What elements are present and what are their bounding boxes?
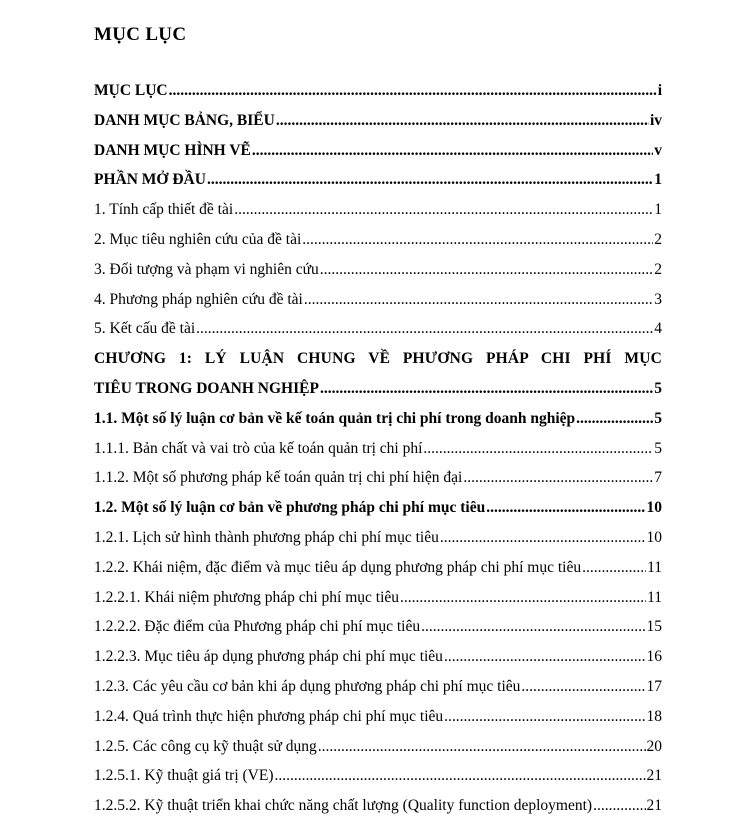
toc-leader-dots [400, 583, 646, 613]
toc-entry-page: 1 [654, 201, 662, 219]
toc-entry[interactable] [94, 314, 662, 344]
toc-leader-dots [302, 225, 653, 255]
toc-entry-title: 1.2.3. Các yêu cầu cơ bản khi áp dụng phương pháp chi phí mục tiêu [94, 677, 521, 695]
toc-entry[interactable] [94, 404, 662, 434]
toc-leader-dots [196, 314, 653, 344]
toc-entry-page: v [654, 141, 662, 159]
toc-entry-title: 1.2. Một số lý luận cơ bản về phương pháp chi phí mục tiêu [94, 499, 486, 517]
toc-entry-page: 15 [646, 618, 662, 636]
toc-leader-dots [444, 642, 646, 672]
toc-leader-dots [582, 553, 646, 583]
toc-entry-page: 5 [654, 379, 662, 397]
toc-leader-dots [521, 672, 645, 702]
toc-entry[interactable] [94, 434, 662, 464]
toc-chapter-line-1: CHƯƠNG 1: LÝ LUẬN CHUNG VỀ PHƯƠNG PHÁP CHI PHÍ MỤC [94, 350, 662, 368]
toc-entry-page: i [657, 82, 662, 99]
toc-entry-page: 11 [647, 558, 662, 576]
toc-entry-page: 2 [654, 260, 662, 278]
toc-entry-page: iv [649, 111, 662, 129]
toc-entry-title: 1.2.2.2. Đặc điểm của Phương pháp chi phí mục tiêu [94, 618, 421, 636]
toc-entry-title: TIÊU TRONG DOANH NGHIỆP [94, 379, 319, 397]
toc-entry-title: 1.2.4. Quá trình thực hiện phương pháp chi phí mục tiêu [94, 707, 444, 725]
toc-leader-dots [169, 76, 657, 106]
toc-entry-title: DANH MỤC BẢNG, BIỂU [94, 111, 275, 129]
toc-entry-title: DANH MỤC HÌNH VẼ [94, 141, 251, 159]
toc-entry-page: 16 [646, 648, 662, 666]
toc-entry-title: 5. Kết cấu đề tài [94, 320, 196, 338]
toc-entry-page: 1 [654, 171, 662, 189]
toc-leader-dots [207, 165, 653, 195]
toc-entry[interactable] [94, 136, 662, 166]
toc-entry-page: 3 [654, 290, 662, 308]
toc-leader-dots [421, 612, 645, 642]
toc-leader-dots [593, 791, 645, 821]
toc-entry-title: 1.2.1. Lịch sử hình thành phương pháp chi phí mục tiêu [94, 528, 439, 546]
toc-entry-page: 10 [646, 499, 662, 517]
toc-leader-dots [576, 404, 653, 434]
toc-leader-dots [304, 285, 653, 315]
toc-leader-dots [423, 434, 653, 464]
toc-entry[interactable] [94, 612, 662, 642]
toc-entry-title: 1.1. Một số lý luận cơ bản về kế toán quản trị chi phí trong doanh nghiệp [94, 409, 576, 427]
toc-entry-page: 17 [646, 677, 662, 695]
toc-entry-title: 4. Phương pháp nghiên cứu đề tài [94, 290, 303, 308]
toc-entry[interactable] [94, 732, 662, 762]
toc-leader-dots [486, 493, 645, 523]
toc-entry-title: PHẦN MỞ ĐẦU [94, 171, 206, 189]
toc-entry[interactable] [94, 225, 662, 255]
toc-entry-page: 10 [646, 528, 662, 546]
toc-entry-title: 3. Đối tượng và phạm vi nghiên cứu [94, 260, 319, 278]
toc-entry-page: 4 [654, 320, 662, 338]
toc-entry-page: 5 [654, 409, 662, 427]
toc-entry-title: 1.1.2. Một số phương pháp kế toán quản trị chi phí hiện đại [94, 469, 463, 487]
toc-entry[interactable] [94, 463, 662, 493]
toc-entry[interactable] [94, 285, 662, 315]
toc-leader-dots [234, 195, 653, 225]
toc-leader-dots [252, 136, 653, 166]
toc-entry[interactable] [94, 195, 662, 225]
table-of-contents [94, 76, 662, 821]
toc-entry[interactable] [94, 523, 662, 553]
toc-entry-page: 20 [646, 737, 662, 755]
toc-entry-title: 1.1.1. Bản chất và vai trò của kế toán quản trị chi phí [94, 439, 423, 457]
toc-entry[interactable] [94, 493, 662, 523]
toc-entry[interactable] [94, 702, 662, 732]
toc-leader-dots [318, 732, 646, 762]
toc-entry[interactable] [94, 761, 662, 791]
toc-entry[interactable] [94, 255, 662, 285]
toc-entry-title: 1. Tính cấp thiết đề tài [94, 201, 234, 219]
toc-entry-page: 21 [646, 767, 662, 785]
toc-entry[interactable] [94, 553, 662, 583]
toc-leader-dots [463, 463, 653, 493]
toc-entry-title: 2. Mục tiêu nghiên cứu của đề tài [94, 230, 302, 248]
page-title: MỤC LỤC [94, 24, 187, 45]
toc-entry[interactable] [94, 165, 662, 195]
toc-entry-page: 7 [654, 469, 662, 487]
toc-entry[interactable] [94, 642, 662, 672]
toc-entry-title: 1.2.5. Các công cụ kỹ thuật sử dụng [94, 737, 317, 755]
toc-entry-title: 1.2.5.2. Kỹ thuật triển khai chức năng chất lượng (Quality function deployment) [94, 797, 593, 815]
toc-entry[interactable] [94, 76, 662, 106]
toc-entry-title: MỤC LỤC [94, 82, 168, 99]
toc-leader-dots [275, 761, 646, 791]
toc-chapter-entry[interactable] [94, 374, 662, 404]
toc-entry[interactable] [94, 106, 662, 136]
toc-leader-dots [320, 374, 653, 404]
toc-leader-dots [444, 702, 645, 732]
toc-entry[interactable] [94, 791, 662, 821]
toc-entry-page: 5 [654, 439, 662, 457]
toc-leader-dots [320, 255, 654, 285]
toc-entry-page: 18 [646, 707, 662, 725]
toc-entry-title: 1.2.5.1. Kỹ thuật giá trị (VE) [94, 767, 274, 785]
toc-entry[interactable] [94, 672, 662, 702]
toc-leader-dots [440, 523, 646, 553]
toc-entry-page: 11 [647, 588, 662, 606]
toc-entry-page: 21 [646, 797, 662, 815]
toc-entry[interactable] [94, 583, 662, 613]
toc-entry-page: 2 [654, 230, 662, 248]
toc-entry-title: 1.2.2.1. Khái niệm phương pháp chi phí mục tiêu [94, 588, 400, 606]
toc-entry-title: 1.2.2.3. Mục tiêu áp dụng phương pháp chi phí mục tiêu [94, 648, 443, 666]
toc-entry-title: 1.2.2. Khái niệm, đặc điểm và mục tiêu áp dụng phương pháp chi phí mục tiêu [94, 558, 582, 576]
toc-leader-dots [276, 106, 649, 136]
